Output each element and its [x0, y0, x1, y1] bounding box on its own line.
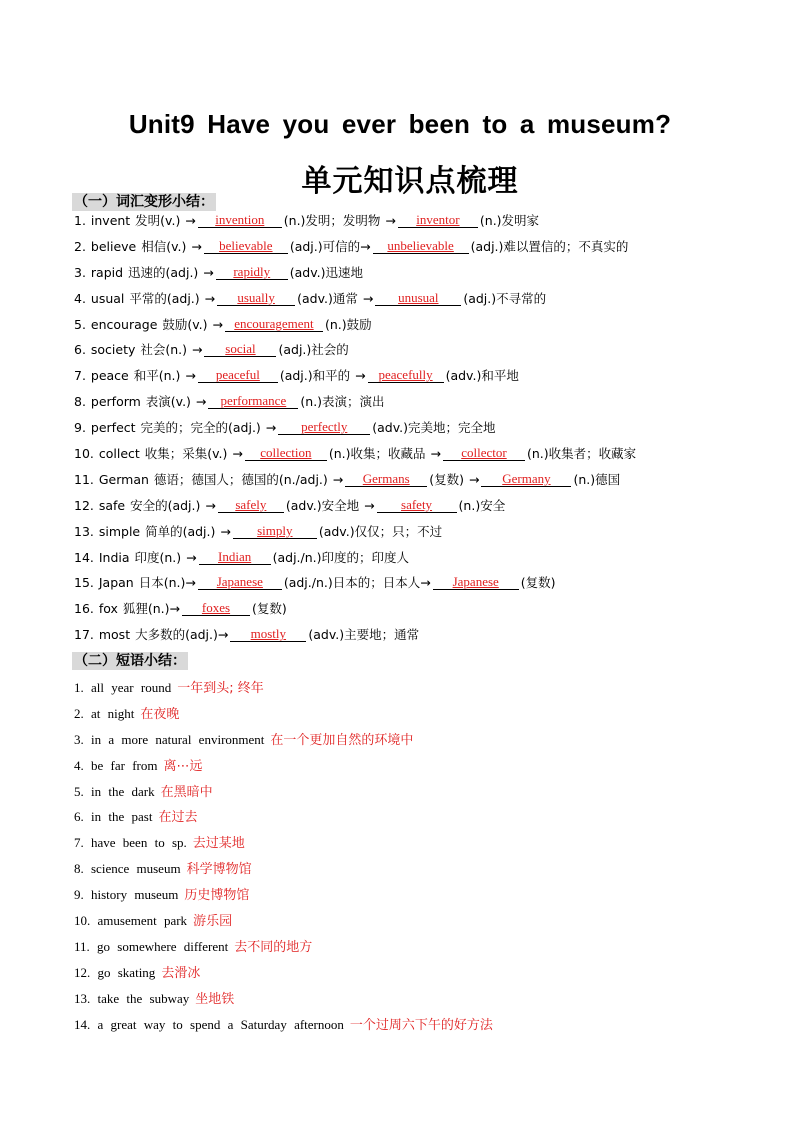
answer-text: Japanese: [452, 574, 499, 590]
phrase-row: [74, 1014, 784, 1040]
section-heading-phrases: （二）短语小结：: [74, 653, 186, 669]
phrase-english: 4. be far from: [74, 757, 158, 773]
vocab-gloss: (复数) →: [429, 471, 480, 487]
answer-text: Japanese: [216, 574, 263, 590]
answer-blank: [368, 367, 444, 383]
phrase-chinese: 科学博物馆: [186, 862, 252, 878]
phrase-english: 12. go skating: [74, 964, 156, 980]
phrase-english: 11. go somewhere different: [74, 938, 229, 954]
answer-text: Germans: [362, 470, 410, 486]
vocab-gloss: (复数): [252, 601, 287, 617]
phrase-english: 10. amusement park: [74, 913, 188, 929]
phrase-chinese: 一年到头; 终年: [177, 681, 264, 696]
vocab-gloss: (n.)安全: [458, 497, 506, 513]
vocab-row: [74, 340, 784, 366]
phrase-row: [74, 832, 784, 858]
vocab-gloss: (adj.)社会的: [278, 342, 349, 358]
phrase-row: [74, 936, 784, 962]
phrase-english: 14. a great way to spend a Saturday afternoon: [74, 1016, 344, 1032]
phrase-english: 5. in the dark: [74, 783, 155, 799]
vocabulary-list: [74, 211, 784, 651]
answer-blank: [398, 212, 478, 228]
answer-text: rapidly: [233, 263, 271, 279]
vocab-gloss: (n.)发明家: [479, 213, 540, 228]
vocab-gloss: (adj.)难以置信的；不真实的: [470, 238, 629, 254]
phrase-chinese: 去过某地: [192, 836, 245, 852]
answer-text: usually: [237, 289, 275, 305]
answer-blank: [230, 626, 306, 642]
vocab-prompt: 9. perfect 完美的；完全的(adj.) →: [74, 420, 277, 436]
answer-blank: [199, 549, 271, 565]
vocab-row: [74, 573, 784, 599]
vocab-prompt: 17. most 大多数的(adj.)→: [74, 627, 229, 643]
vocab-row: [74, 237, 784, 263]
answer-text: unbelievable: [387, 237, 454, 253]
phrase-chinese: 坐地铁: [195, 991, 235, 1007]
answer-text: collection: [260, 445, 312, 461]
vocab-gloss: (adj./n.)日本的；日本人→: [283, 575, 431, 591]
page-title-english: Unit9 Have you ever been to a museum?: [128, 109, 672, 139]
vocab-prompt: 8. perform 表演(v.) →: [74, 394, 207, 410]
phrase-row: [74, 884, 784, 910]
vocab-row: [74, 418, 784, 444]
vocab-prompt: 10. collect 收集；采集(v.) →: [74, 446, 243, 462]
vocab-gloss: (adv.)完美地；完全地: [372, 420, 496, 436]
vocab-row: [74, 263, 784, 289]
vocab-row: [74, 625, 784, 651]
vocab-row: [74, 211, 784, 237]
phrase-english: 1. all year round: [74, 680, 172, 695]
answer-blank: [182, 600, 250, 616]
vocab-prompt: 3. rapid 迅速的(adj.) →: [74, 264, 214, 280]
phrase-chinese: 在夜晚: [140, 706, 180, 722]
answer-text: peaceful: [215, 367, 260, 383]
vocab-row: [74, 392, 784, 418]
vocab-prompt: 7. peace 和平(n.) →: [74, 368, 196, 384]
vocab-row: [74, 315, 784, 341]
answer-text: mostly: [250, 626, 287, 642]
answer-blank: [375, 290, 461, 306]
vocab-gloss: (adv.)和平地: [445, 368, 519, 384]
phrase-row: [74, 781, 784, 807]
answer-blank: [433, 574, 519, 590]
answer-blank: [481, 471, 571, 487]
phrase-chinese: 在黑暗中: [160, 784, 213, 800]
phrase-chinese: 一个过周六下午的好方法: [349, 1017, 493, 1033]
vocab-gloss: (n.)德国: [573, 471, 621, 487]
answer-blank: [198, 367, 278, 383]
phrase-row: [74, 858, 784, 884]
answer-text: simply: [257, 522, 293, 538]
answer-text: Germany: [502, 470, 551, 486]
phrase-english: 3. in a more natural environment: [74, 731, 265, 747]
vocab-gloss: (adj./n.)印度的；印度人: [272, 549, 410, 565]
vocab-gloss: (adv.)仅仅；只；不过: [318, 523, 443, 539]
answer-blank: [198, 212, 282, 228]
answer-blank: [198, 574, 282, 590]
phrase-chinese: 在一个更加自然的环境中: [270, 732, 414, 748]
phrase-english: 2. at night: [74, 705, 135, 721]
answer-blank: [204, 341, 276, 357]
answer-text: peacefully: [378, 367, 433, 383]
page-title-chinese: 单元知识点梳理: [301, 164, 519, 199]
answer-text: safety: [401, 496, 433, 512]
answer-blank: [217, 290, 295, 306]
vocab-prompt: 1. invent 发明(v.) →: [74, 213, 196, 228]
vocab-prompt: 15. Japan 日本(n.)→: [74, 575, 196, 591]
vocab-gloss: (n.)鼓励: [324, 316, 372, 332]
phrase-chinese: 历史博物馆: [184, 888, 250, 904]
vocab-row: [74, 444, 784, 470]
phrase-chinese: 游乐园: [193, 914, 233, 930]
phrase-english: 8. science museum: [74, 861, 181, 877]
vocab-gloss: (adj.)不寻常的: [463, 290, 547, 306]
answer-text: unusual: [398, 289, 439, 305]
vocab-gloss: (adv.)迅速地: [289, 264, 364, 280]
phrase-english: 9. history museum: [74, 887, 179, 903]
vocab-prompt: 2. believe 相信(v.) →: [74, 238, 202, 254]
phrase-chinese: 去滑冰: [161, 965, 201, 981]
vocab-gloss: (n.)收集；收藏品 →: [328, 446, 441, 462]
vocab-gloss: (复数): [520, 575, 556, 591]
phrase-row: [74, 910, 784, 936]
answer-blank: [278, 419, 370, 435]
answer-blank: [245, 445, 327, 461]
answer-blank: [208, 393, 298, 409]
vocab-row: [74, 522, 784, 548]
answer-blank: [443, 445, 525, 461]
vocab-row: [74, 496, 784, 522]
answer-text: foxes: [201, 600, 231, 616]
phrase-row: [74, 755, 784, 781]
phrase-row: [74, 806, 784, 832]
vocab-prompt: 16. fox 狐狸(n.)→: [74, 601, 181, 617]
phrase-row: [74, 677, 784, 703]
vocab-gloss: (n.)收集者；收藏家: [526, 446, 637, 462]
vocab-row: [74, 366, 784, 392]
phrase-row: [74, 729, 784, 755]
answer-text: collector: [461, 445, 507, 461]
answer-text: Indian: [218, 548, 252, 564]
answer-text: inventor: [416, 212, 460, 227]
vocab-row: [74, 470, 784, 496]
vocab-row: [74, 599, 784, 625]
answer-text: encouragement: [234, 315, 314, 331]
vocab-prompt: 11. German 德语；德国人；德国的(n./adj.) →: [74, 471, 344, 487]
vocab-gloss: (n.)发明；发明物 →: [283, 213, 396, 228]
phrase-english: 7. have been to sp.: [74, 835, 187, 851]
section-heading-vocabulary: （一）词汇变形小结：: [74, 194, 214, 210]
answer-blank: [373, 238, 469, 254]
answer-text: perfectly: [301, 419, 348, 435]
answer-blank: [377, 497, 457, 513]
vocab-gloss: (adj.)和平的 →: [279, 368, 366, 384]
answer-text: performance: [220, 393, 287, 409]
phrase-english: 13. take the subway: [74, 990, 190, 1006]
answer-blank: [216, 264, 288, 280]
vocab-prompt: 14. India 印度(n.) →: [74, 549, 197, 565]
vocab-prompt: 6. society 社会(n.) →: [74, 342, 203, 358]
answer-blank: [233, 523, 317, 539]
vocab-gloss: (adj.)可信的→: [289, 238, 371, 254]
vocab-gloss: (adv.)通常 →: [297, 290, 374, 306]
phrase-chinese: 在过去: [158, 810, 198, 826]
phrase-chinese: 离⋯远: [163, 758, 203, 774]
answer-text: believable: [219, 237, 273, 253]
vocab-row: [74, 548, 784, 574]
answer-text: social: [225, 341, 256, 357]
answer-blank: [345, 471, 427, 487]
answer-text: safely: [235, 496, 267, 512]
vocab-prompt: 4. usual 平常的(adj.) →: [74, 290, 216, 306]
answer-blank: [225, 316, 323, 332]
vocab-prompt: 13. simple 简单的(adj.) →: [74, 523, 231, 539]
vocab-prompt: 12. safe 安全的(adj.) →: [74, 497, 216, 513]
answer-blank: [218, 497, 284, 513]
phrase-chinese: 去不同的地方: [234, 939, 313, 955]
vocab-gloss: (n.)表演；演出: [300, 394, 385, 410]
vocab-prompt: 5. encourage 鼓励(v.) →: [74, 316, 223, 332]
phrase-english: 6. in the past: [74, 809, 153, 825]
vocab-row: [74, 289, 784, 315]
phrase-row: [74, 962, 784, 988]
phrase-row: [74, 703, 784, 729]
answer-blank: [204, 238, 288, 254]
vocab-gloss: (adv.)安全地 →: [285, 497, 375, 513]
vocab-gloss: (adv.)主要地；通常: [308, 627, 420, 643]
answer-text: invention: [215, 212, 265, 227]
phrase-row: [74, 988, 784, 1014]
phrase-list: [74, 677, 784, 1039]
